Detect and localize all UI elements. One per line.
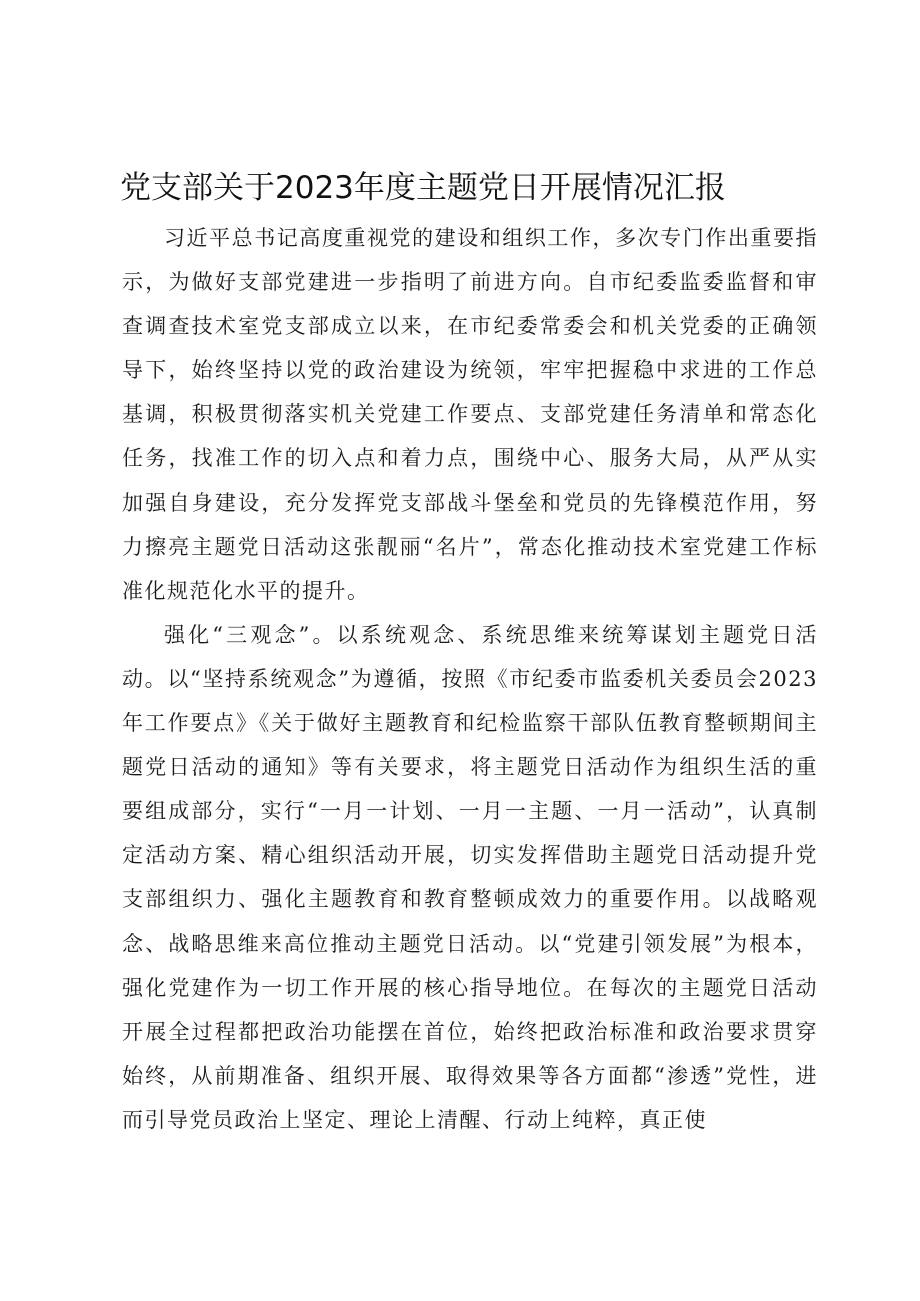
paragraph-three-concepts: 强化“三观念”。以系统观念、系统思维来统筹谋划主题党日活动。以“坚持系统观念”为遵循，按照《市纪委市监委机关委员会2023年工作要点》《关于做好主题教育和纪检监察干部队伍教育整顿期间主题党日活动的通知》等有关要求，将主题党日活动作为组织生活的重要组成部分，实行“一月一计划、一月一主题、一月一活动”，认真制定活动方案、精心组织活动开展，切实发挥借助主题党日活动提升党支部组织力、强化主题教育和教育整顿成效力的重要作用。以战略观念、战略思维来高位推动主题党日活动。以“党建引领发展”为根本，强化党建作为一切工作开展的核心指导地位。在每次的主题党日活动开展全过程都把政治功能摆在首位，始终把政治标准和政治要求贯穿始终，从前期准备、组织开展、取得效果等各方面都“渗透”党性，进而引导党员政治上坚定、理论上清醒、行动上纯粹，真正使 — [122, 622, 818, 1132]
document-body — [122, 216, 818, 1142]
document-title: 党支部关于2023年度主题党日开展情况汇报 — [120, 170, 726, 206]
paragraph-intro: 习近平总书记高度重视党的建设和组织工作，多次专门作出重要指示，为做好支部党建进一步指明了前进方向。自市纪委监委监督和审查调查技术室党支部成立以来，在市纪委常委会和机关党委的正确领导下，始终坚持以党的政治建设为统领，牢牢把握稳中求进的工作总基调，积极贯彻落实机关党建工作要点、支部党建任务清单和常态化任务，找准工作的切入点和着力点，围绕中心、服务大局，从严从实加强自身建设，充分发挥党支部战斗堡垒和党员的先锋模范作用，努力擦亮主题党日活动这张靓丽“名片”，常态化推动技术室党建工作标准化规范化水平的提升。 — [122, 226, 818, 603]
